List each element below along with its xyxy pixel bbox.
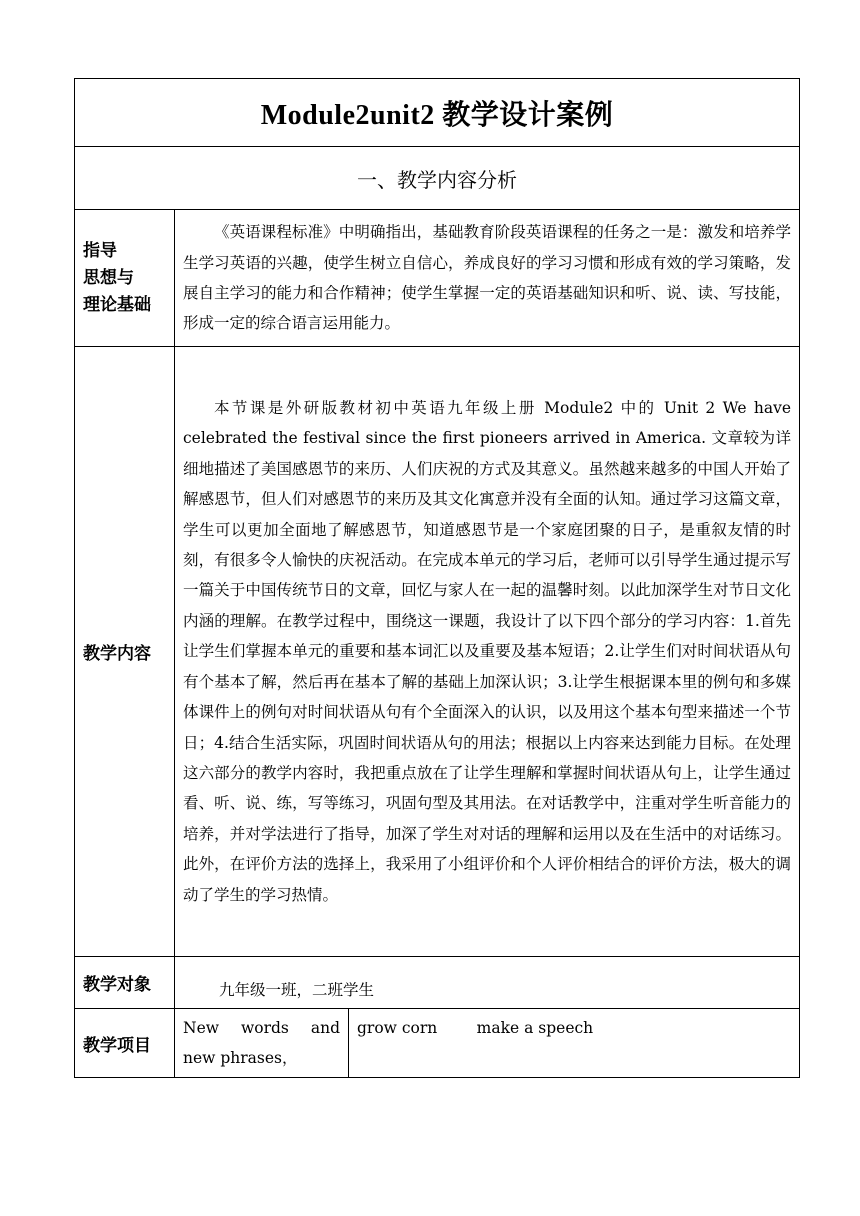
title-cell	[75, 79, 800, 147]
lesson-plan-table	[74, 78, 800, 1078]
guiding-label	[75, 210, 175, 347]
items-content: grow corn make a speech	[349, 1009, 800, 1078]
guiding-content-cell	[175, 210, 800, 347]
content-label: 教学内容	[75, 347, 175, 957]
section-heading: 一、教学内容分析	[75, 147, 800, 210]
content-cell	[175, 347, 800, 957]
object-content: 九年级一班，二班学生	[175, 957, 800, 1009]
guiding-label-line: 思想与	[83, 267, 134, 288]
content-text: 本节课是外研版教材初中英语九年级上册 Module2 中的 Unit 2 We have celebrated the festival since the first pioneers arrived in America. 文章较为详细地描述了美国感恩节的来历、人们庆祝的方式及其意义。虽然越来越多的中国人开始了解感恩节，但人们对感恩节的来历及其文化寓意并没有全面的认知。通过学习这篇文章，学生可以更加全面地了解感恩节，知道感恩节是一个家庭团聚的日子，是重叙友情的时刻，有很多令人愉快的庆祝活动。在完成本单元的学习后，老师可以引导学生通过提示写一篇关于中国传统节日的文章，回忆与家人在一起的温馨时刻。以此加深学生对节日文化内涵的理解。在教学过程中，围绕这一课题，我设计了以下四个部分的学习内容：1.首先让学生们掌握本单元的重要和基本词汇以及重要及基本短语；2.让学生们对时间状语从句有个基本了解，然后再在基本了解的基础上加深认识；3.让学生根据课本里的例句和多媒体课件上的例句对时间状语从句有个全面深入的认识，以及用这个基本句型来描述一个节日；4.结合生活实际，巩固时间状语从句的用法；根据以上内容来达到能力目标。在处理这六部分的教学内容时，我把重点放在了让学生理解和掌握时间状语从句上，让学生通过看、听、说、练，写等练习，巩固句型及其用法。在对话教学中，注重对学生听音能力的培养，并对学法进行了指导，加深了学生对对话的理解和运用以及在生活中的对话练习。此外，在评价方法的选择上，我采用了小组评价和个人评价相结合的评价方法，极大的调动了学生的学习热情。	[183, 399, 791, 904]
document-title: Module2unit2 教学设计案例	[260, 99, 614, 131]
items-label: 教学项目	[75, 1009, 175, 1078]
items-sub-label: New words and new phrases，	[175, 1009, 349, 1078]
guiding-label-line: 指导	[83, 240, 117, 261]
object-label: 教学对象	[75, 957, 175, 1009]
guiding-content: 《英语课程标准》中明确指出，基础教育阶段英语课程的任务之一是：激发和培养学生学习英语的兴趣，使学生树立自信心，养成良好的学习习惯和形成有效的学习策略，发展自主学习的能力和合作精神；使学生掌握一定的英语基础知识和听、说、读、写技能，形成一定的综合语言运用能力。	[183, 223, 791, 333]
guiding-label-line: 理论基础	[83, 294, 151, 315]
